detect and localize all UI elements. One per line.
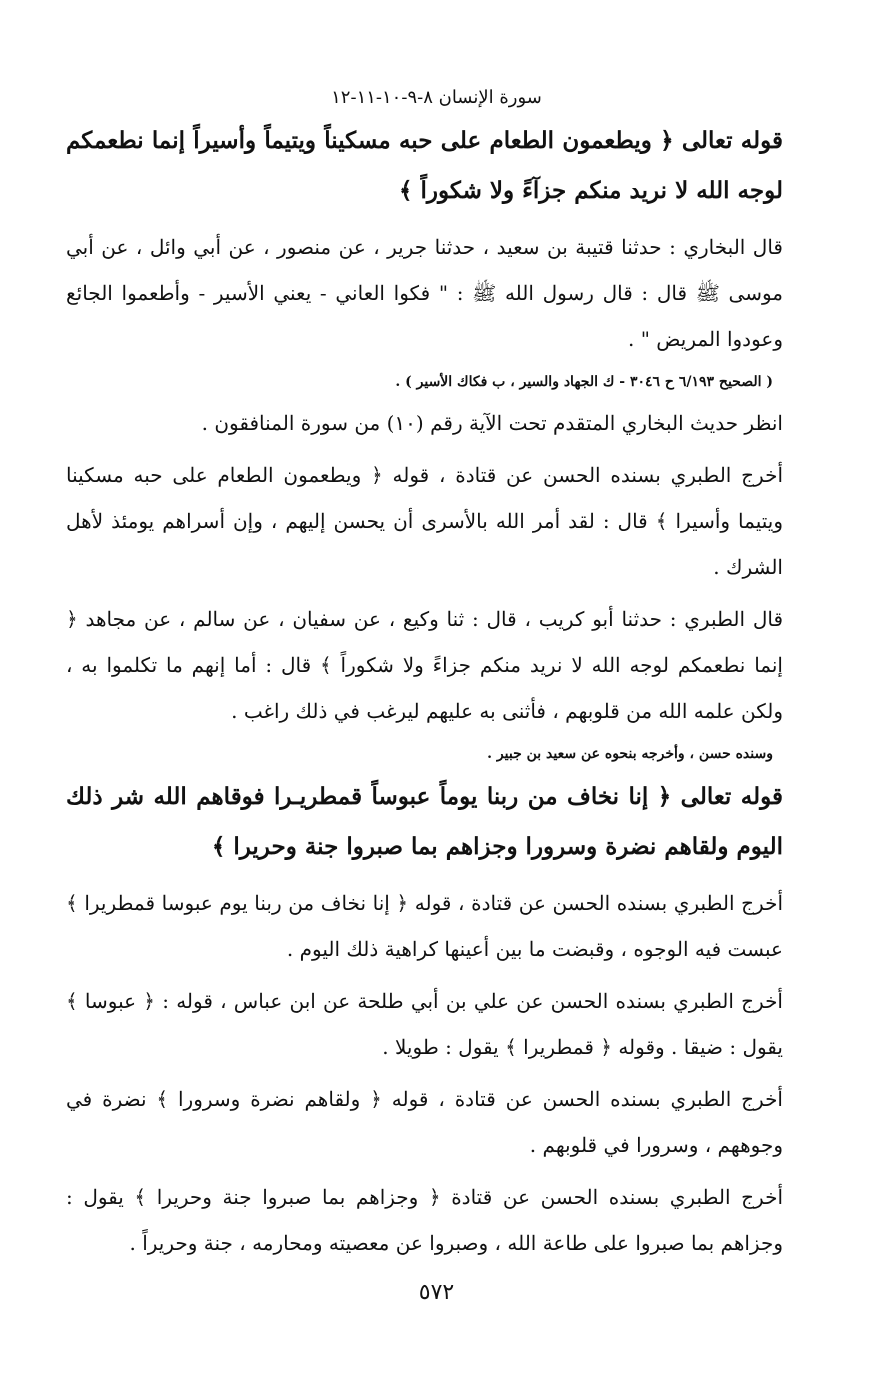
source-citation: وسنده حسن ، وأخرجه بنحوه عن سعيد بن جبير . — [487, 746, 773, 762]
commentary-paragraph: أخرج الطبري بسنده الحسن عن قتادة ، قوله ﴿ ولقاهم نضرة وسرورا ﴾ نضرة في وجوههم ، وسرورا في قلوبهم . — [66, 1087, 783, 1157]
commentary-paragraph: أخرج الطبري بسنده الحسن عن قتادة ﴿ وجزاهم بما صبروا جنة وحريرا ﴾ يقول : وجزاهم بما صبروا على طاعة الله ، وصبروا عن معصيته ومحارمه ، جنة وحريراً . — [66, 1185, 783, 1255]
running-header: سورة الإنسان ٨-٩-١٠-١١-١٢ — [331, 87, 542, 108]
hadith-paragraph: قال البخاري : حدثنا قتيبة بن سعيد ، حدثنا جرير ، عن منصور ، عن أبي وائل ، عن أبي موسى ﷺ قال : قال رسول الله ﷺ : " فكوا العاني - يعني الأسير - وأطعموا الجائع وعودوا المريض " . — [66, 235, 783, 351]
page-body — [66, 116, 783, 1272]
commentary-paragraph: أخرج الطبري بسنده الحسن عن علي بن أبي طلحة عن ابن عباس ، قوله : ﴿ عبوسا ﴾ يقول : ضيقا . وقوله ﴿ قمطريرا ﴾ يقول : طويلا . — [66, 989, 783, 1059]
commentary-paragraph: انظر حديث البخاري المتقدم تحت الآية رقم (١٠) من سورة المنافقون . — [201, 411, 783, 435]
commentary-paragraph: أخرج الطبري بسنده الحسن عن قتادة ، قوله ﴿ ويطعمون الطعام على حبه مسكينا ويتيما وأسيرا ﴾ قال : لقد أمر الله بالأسرى أن يحسن إليهم ، وإن أسراهم يومئذ لأهل الشرك . — [66, 463, 783, 579]
page-number: ٥٧٢ — [418, 1280, 455, 1305]
commentary-paragraph: أخرج الطبري بسنده الحسن عن قتادة ، قوله ﴿ إنا نخاف من ربنا يوم عبوسا قمطريرا ﴾ عبست فيه الوجوه ، وقبضت ما بين أعينها كراهية ذلك اليوم . — [66, 891, 783, 961]
verse-heading: قوله تعالى ﴿ ويطعمون الطعام على حبه مسكيناً ويتيماً وأسيراً إنما نطعمكم لوجه الله لا نريد منكم جزآءً ولا شكوراً ﴾ — [66, 127, 783, 204]
commentary-paragraph: قال الطبري : حدثنا أبو كريب ، قال : ثنا وكيع ، عن سفيان ، عن سالم ، عن مجاهد ﴿ إنما نطعمكم لوجه الله لا نريد منكم جزاءً ولا شكوراً ﴾ قال : أما إنهم ما تكلموا به ، ولكن علمه الله من قلوبهم ، فأثنى به عليهم ليرغب في ذلك راغب . — [66, 607, 783, 723]
verse-heading: قوله تعالى ﴿ إنا نخاف من ربنا يوماً عبوساً قمطريـرا فوقاهم الله شر ذلك اليوم ولقاهم نضرة وسرورا وجزاهم بما صبروا جنة وحريرا ﴾ — [66, 783, 783, 860]
source-citation: ( الصحيح ٦/١٩٣ ح ٣٠٤٦ - ك الجهاد والسير ، ب فكاك الأسير ) . — [395, 374, 773, 390]
